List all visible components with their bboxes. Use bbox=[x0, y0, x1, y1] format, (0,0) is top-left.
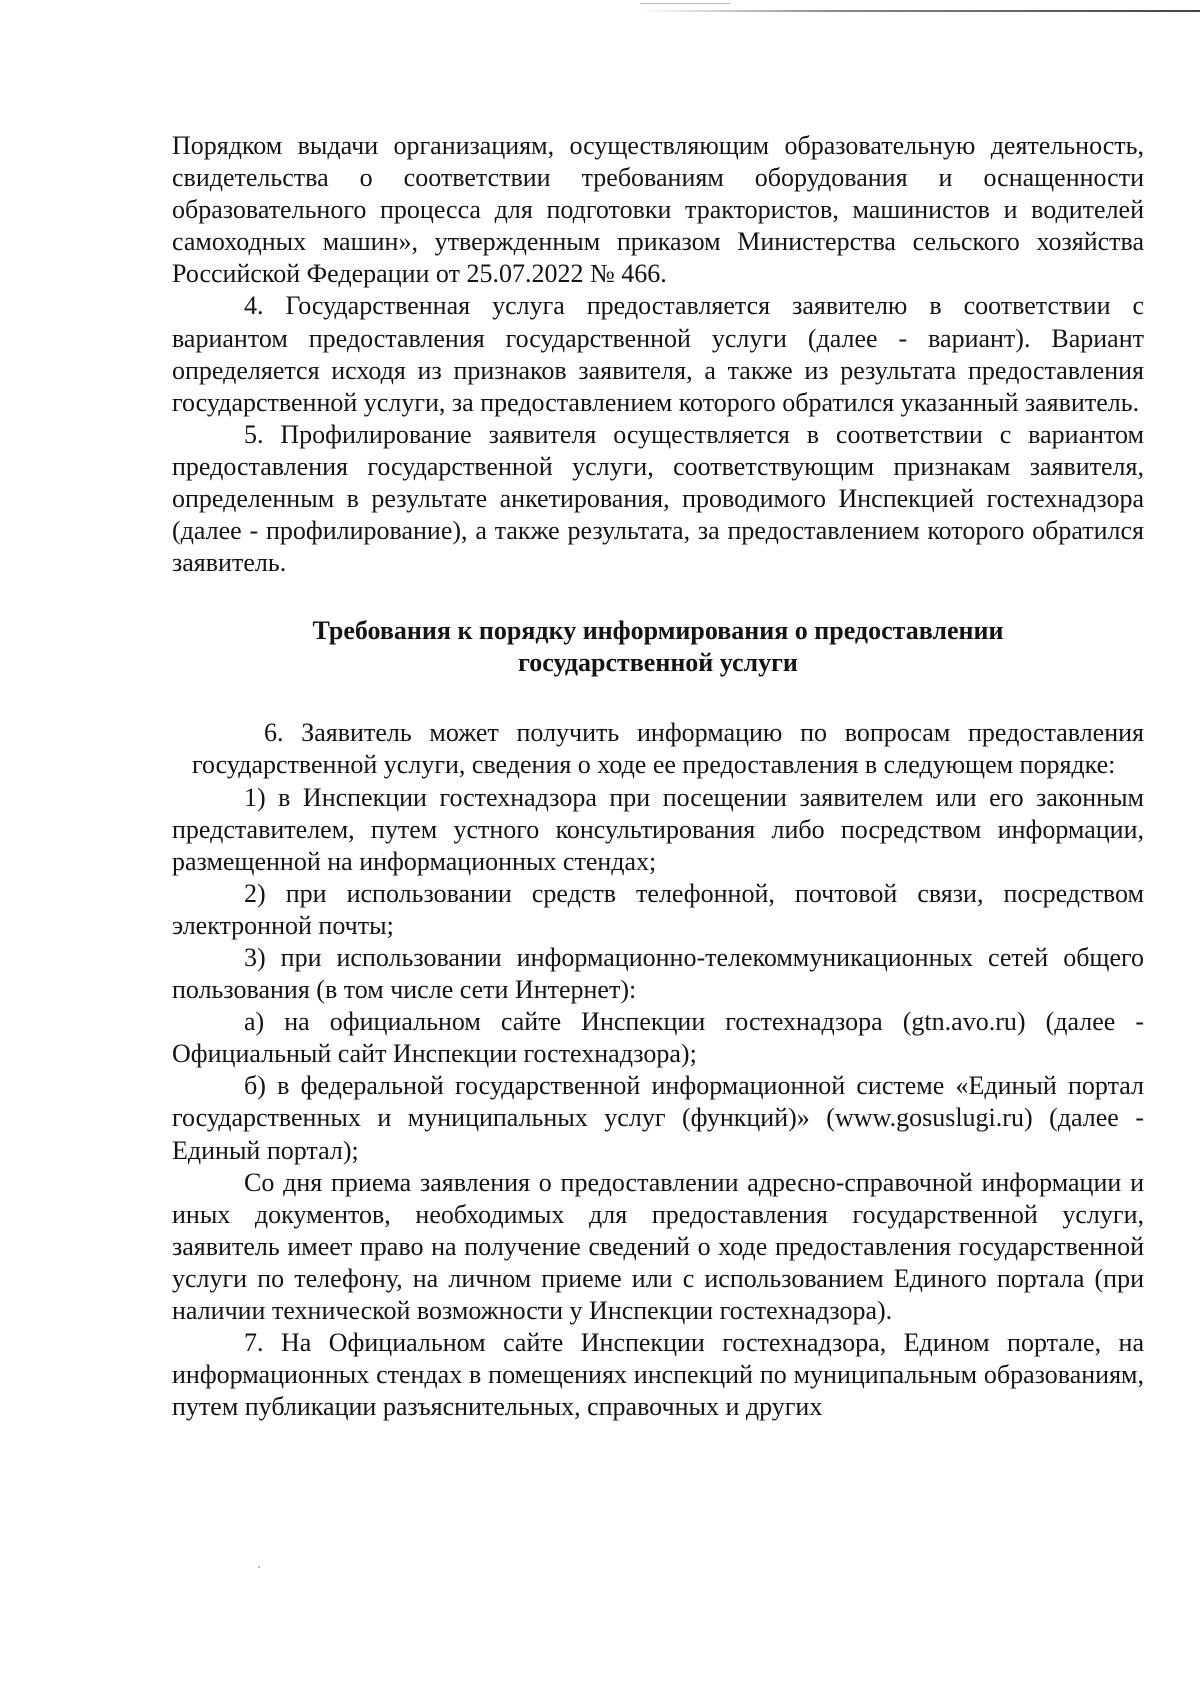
paragraph-item-6-3: 3) при использовании информационно-телекоммуникационных сетей общего пользования (в том числе сети Интернет): bbox=[172, 942, 1144, 1005]
scan-speck bbox=[258, 1566, 260, 1568]
section-heading-line-2: государственной услуги bbox=[518, 648, 798, 678]
scan-artifact-dash bbox=[640, 3, 730, 4]
paragraph-item-6: 6. Заявитель может получить информацию по вопросам предоставления государственной услуги, сведения о ходе ее предоставления в следующем порядке: bbox=[192, 718, 1144, 780]
intro-paragraph: Порядком выдачи организациям, осуществляющим образовательную деятельность, свидетельства о соответствии требованиям оборудования и оснащенности образовательного процесса для подготовки трактористов, машинистов и водителей самоходных машин», утвержденным приказом Министерства сельского хозяйства Российской Федерации от 25.07.2022 № 466. bbox=[172, 131, 1144, 289]
paragraph-item-5: 5. Профилирование заявителя осуществляется в соответствии с вариантом предоставления государственной услуги, соответствующим признакам заявителя, определенным в результате анкетирования, проводимого Инспекцией гостехнадзора (далее - профилирование), а также результата, за предоставлением которого обратился заявитель. bbox=[172, 419, 1144, 578]
paragraph-status-info: Со дня приема заявления о предоставлении адресно-справочной информации и иных документов, необходимых для предоставления государственной услуги, заявитель имеет право на получение сведений о ходе предоставления государственной услуги по телефону, на личном приеме или с использованием Единого портала (при наличии технической возможности у Инспекции гостехнадзора). bbox=[172, 1167, 1144, 1325]
section-heading bbox=[172, 615, 1144, 679]
paragraph-item-6-3-a: а) на официальном сайте Инспекции гостехнадзора (gtn.avo.ru) (далее - Официальный сайт Инспекции гостехнадзора); bbox=[172, 1007, 1144, 1069]
paragraph-item-4: 4. Государственная услуга предоставляется заявителю в соответствии с вариантом предоставления государственной услуги (далее - вариант). Вариант определяется исходя из признаков заявителя, а также из результата предоставления государственной услуги, за предоставлением которого обратился указанный заявитель. bbox=[172, 291, 1144, 417]
document-body bbox=[172, 130, 1144, 1423]
scan-artifact-edge bbox=[640, 10, 1200, 12]
paragraph-item-6-1: 1) в Инспекции гостехнадзора при посещении заявителем или его законным представителем, путем устного консультирования либо посредством информации, размещенной на информационных стендах; bbox=[172, 782, 1144, 876]
section-heading-line-1: Требования к порядку информирования о предоставлении bbox=[312, 616, 1004, 646]
paragraph-item-6-2: 2) при использовании средств телефонной, почтовой связи, посредством электронной почты; bbox=[172, 878, 1144, 940]
paragraph-item-7: 7. На Официальном сайте Инспекции гостехнадзора, Едином портале, на информационных стендах в помещениях инспекций по муниципальным образованиям, путем публикации разъяснительных, справочных и других bbox=[172, 1328, 1144, 1422]
paragraph-item-6-3-b: б) в федеральной государственной информационной системе «Единый портал государственных и муниципальных услуг (функций)» (www.gosuslugi.ru) (далее - Единый портал); bbox=[172, 1071, 1144, 1165]
